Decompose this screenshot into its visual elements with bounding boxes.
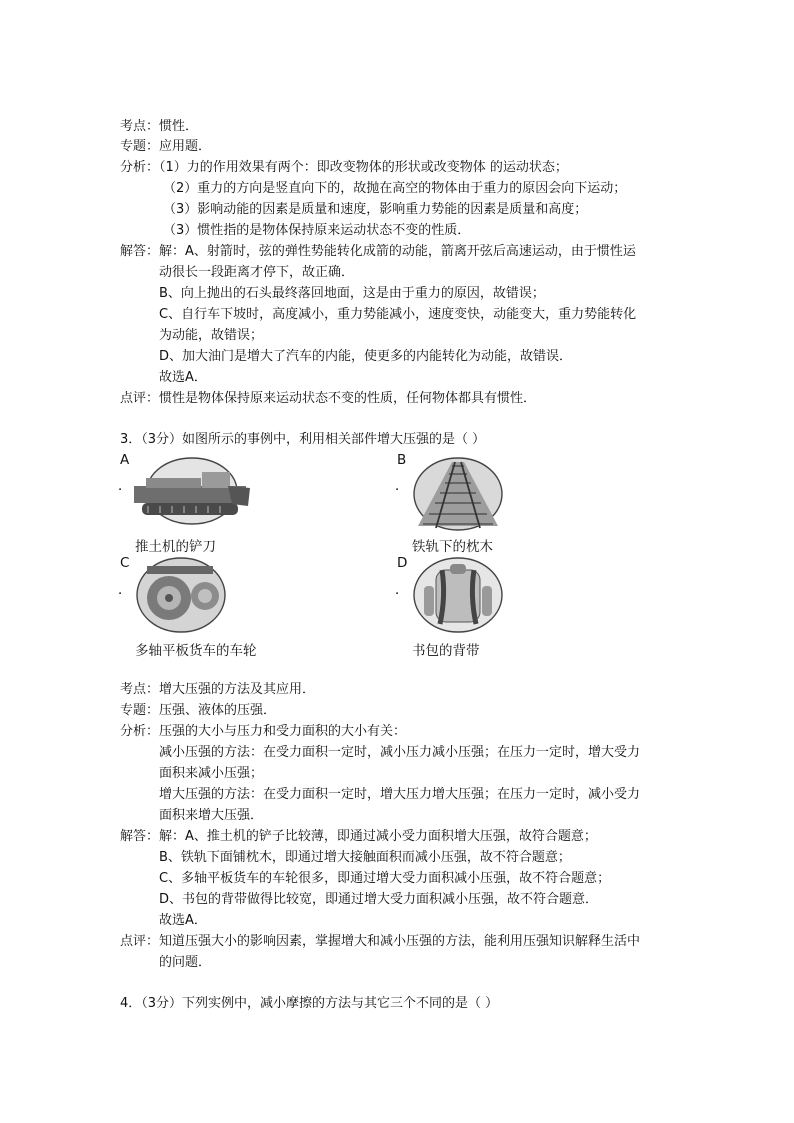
- option-c-caption: 多轴平板货车的车轮: [135, 643, 257, 659]
- q3-fenxi-line: 面积来增大压强．: [159, 808, 264, 823]
- q2-fenxi-line: 分析：（1）力的作用效果有两个：即改变物体的形状或改变物体 的运动状态；: [120, 160, 568, 175]
- option-b-dot: ．: [395, 478, 409, 494]
- option-a-dot: ．: [118, 478, 132, 494]
- option-c-dot: ．: [118, 582, 132, 598]
- q2-jieda-line: B、向上抛出的石头最终落回地面，这是由于重力的原因，故错误；: [159, 286, 545, 301]
- q3-jieda-line: 解答：解：A、推土机的铲子比较薄，即通过减小受力面积增大压强，故符合题意；: [120, 829, 597, 844]
- bulldozer-image: [128, 456, 252, 526]
- q3-question: 3．（3分）如图所示的事例中，利用相关部件增大压强的是（ ）: [120, 432, 486, 447]
- q3-fenxi-line: 增大压强的方法：在受力面积一定时，增大压力增大压强；在压力一定时，减小受力: [159, 787, 641, 802]
- q2-kaodian: 考点：惯性．: [120, 119, 199, 134]
- option-b-letter: B: [397, 452, 407, 468]
- q2-jieda-line: 故选A．: [159, 370, 207, 385]
- q2-jieda-line: 为动能，故错误；: [159, 328, 264, 343]
- q3-dianping-line: 的问题．: [159, 955, 212, 970]
- q2-zhuanti: 专题：应用题．: [120, 139, 212, 154]
- q2-jieda-line: C、自行车下坡时，高度减小，重力势能减小，速度变快，动能变大，重力势能转化: [159, 307, 637, 322]
- option-d-dot: ．: [395, 582, 409, 598]
- q2-jieda-line: D、加大油门是增大了汽车的内能，使更多的内能转化为动能，故错误．: [159, 349, 573, 364]
- q2-dianping: 点评：惯性是物体保持原来运动状态不变的性质，任何物体都具有惯性．: [120, 391, 537, 406]
- q3-jieda-line: C、多轴平板货车的车轮很多，即通过增大受力面积减小压强，故不符合题意；: [159, 871, 611, 886]
- q2-jieda-line: 解答：解：A、射箭时，弦的弹性势能转化成箭的动能，箭离开弦后高速运动，由于惯性运: [120, 244, 636, 259]
- q4-question: 4．（3分）下列实例中，减小摩擦的方法与其它三个不同的是（ ）: [120, 996, 499, 1011]
- q3-zhuanti: 专题：压强、液体的压强．: [120, 703, 277, 718]
- option-a-caption: 推土机的铲刀: [135, 539, 216, 555]
- q3-jieda-line: B、铁轨下面铺枕木，即通过增大接触面积而减小压强，故不符合题意；: [159, 850, 571, 865]
- option-b-caption: 铁轨下的枕木: [412, 539, 493, 555]
- q3-fenxi-line: 面积来减小压强；: [159, 766, 264, 781]
- option-c-letter: C: [120, 555, 130, 571]
- option-d-caption: 书包的背带: [412, 643, 480, 659]
- backpack-image: [412, 556, 504, 634]
- q3-dianping-line: 点评：知道压强大小的影响因素，掌握增大和减小压强的方法，能利用压强知识解释生活中: [120, 934, 641, 949]
- option-d-letter: D: [397, 555, 408, 571]
- q3-jieda-line: 故选A．: [159, 913, 207, 928]
- q2-fenxi-line: （3）影响动能的因素是质量和速度，影响重力势能的因素是质量和高度；: [163, 202, 588, 217]
- q3-jieda-line: D、书包的背带做得比较宽，即通过增大受力面积减小压强，故不符合题意．: [159, 892, 599, 907]
- q3-fenxi-line: 减小压强的方法：在受力面积一定时，减小压力减小压强；在压力一定时，增大受力: [159, 745, 641, 760]
- truck-wheel-image: [135, 556, 227, 634]
- q3-kaodian: 考点：增大压强的方法及其应用．: [120, 682, 316, 697]
- q2-jieda-line: 动很长一段距离才停下，故正确．: [159, 265, 355, 280]
- q2-fenxi-line: （2）重力的方向是竖直向下的，故抛在高空的物体由于重力的原因会向下运动；: [163, 181, 627, 196]
- railway-image: [412, 456, 504, 532]
- option-a-letter: A: [120, 452, 130, 468]
- q2-fenxi-line: （3）惯性指的是物体保持原来运动状态不变的性质．: [163, 223, 471, 238]
- q3-fenxi-line: 分析：压强的大小与压力和受力面积的大小有关：: [120, 724, 407, 739]
